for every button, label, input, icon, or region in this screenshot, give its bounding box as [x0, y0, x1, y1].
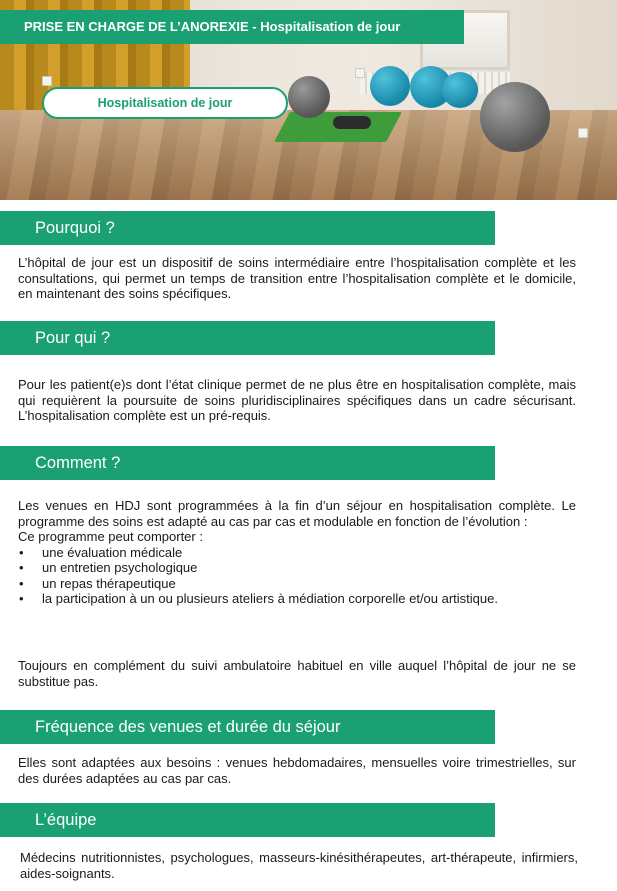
section-text-pour-qui: Pour les patient(e)s dont l’état clinique permet de ne plus être en hospitalisation complète, mais qui requièrent la poursuite de soins pluridisciplinaires spécifiques dans un cadre sécurisant. L’hospitalisation complète est un pré-requis. — [18, 377, 576, 423]
section-text-frequence: Elles sont adaptées aux besoins : venues hebdomadaires, mensuelles voire trimestrielles, sur des durées adaptées au cas par cas. — [18, 755, 576, 786]
list-item: • une évaluation médicale — [18, 545, 576, 561]
list-item: • un repas thérapeutique — [18, 576, 576, 592]
section-title-pour-qui: Pour qui ? — [0, 321, 495, 355]
blue-exercise-ball — [370, 66, 410, 106]
blue-exercise-ball — [442, 72, 478, 108]
section-text-equipe: Médecins nutritionnistes, psychologues, masseurs-kinésithérapeutes, art-thérapeute, infirmiers, aides-soignants. — [20, 850, 578, 881]
section-title-pourquoi: Pourquoi ? — [0, 211, 495, 245]
wall-outlet — [578, 128, 588, 138]
comment-lead: Ce programme peut comporter : — [18, 529, 203, 544]
wall-outlet — [42, 76, 52, 86]
comment-intro: Les venues en HDJ sont programmées à la fin d’un séjour en hospitalisation complète. Le programme des soins est adapté au cas par cas et modulable en fonction de l’évolution : — [18, 498, 576, 529]
section-title-comment: Comment ? — [0, 446, 495, 480]
grey-exercise-ball — [480, 82, 550, 152]
section-text-pourquoi: L’hôpital de jour est un dispositif de soins intermédiaire entre l’hospitalisation complète et les consultations, qui permet un temps de transition entre l’hospitalisation complète et le domicile, en maintenant des soins spécifiques. — [18, 255, 576, 301]
wall-outlet — [355, 68, 365, 78]
grey-exercise-ball — [288, 76, 330, 118]
hero-label-pill: Hospitalisation de jour — [42, 87, 288, 119]
comment-outro: Toujours en complément du suivi ambulatoire habituel en ville auquel l’hôpital de jour ne se substitue pas. — [18, 658, 576, 689]
section-title-frequence: Fréquence des venues et durée du séjour — [0, 710, 495, 744]
section-title-equipe: L’équipe — [0, 803, 495, 837]
foam-roller — [333, 116, 371, 129]
list-item: • la participation à un ou plusieurs ateliers à médiation corporelle et/ou artistique. — [18, 591, 576, 607]
comment-program-list — [18, 545, 576, 607]
list-item: • un entretien psychologique — [18, 560, 576, 576]
section-body-comment — [18, 498, 576, 607]
page-title: PRISE EN CHARGE DE L’ANOREXIE - Hospitalisation de jour — [0, 10, 464, 44]
